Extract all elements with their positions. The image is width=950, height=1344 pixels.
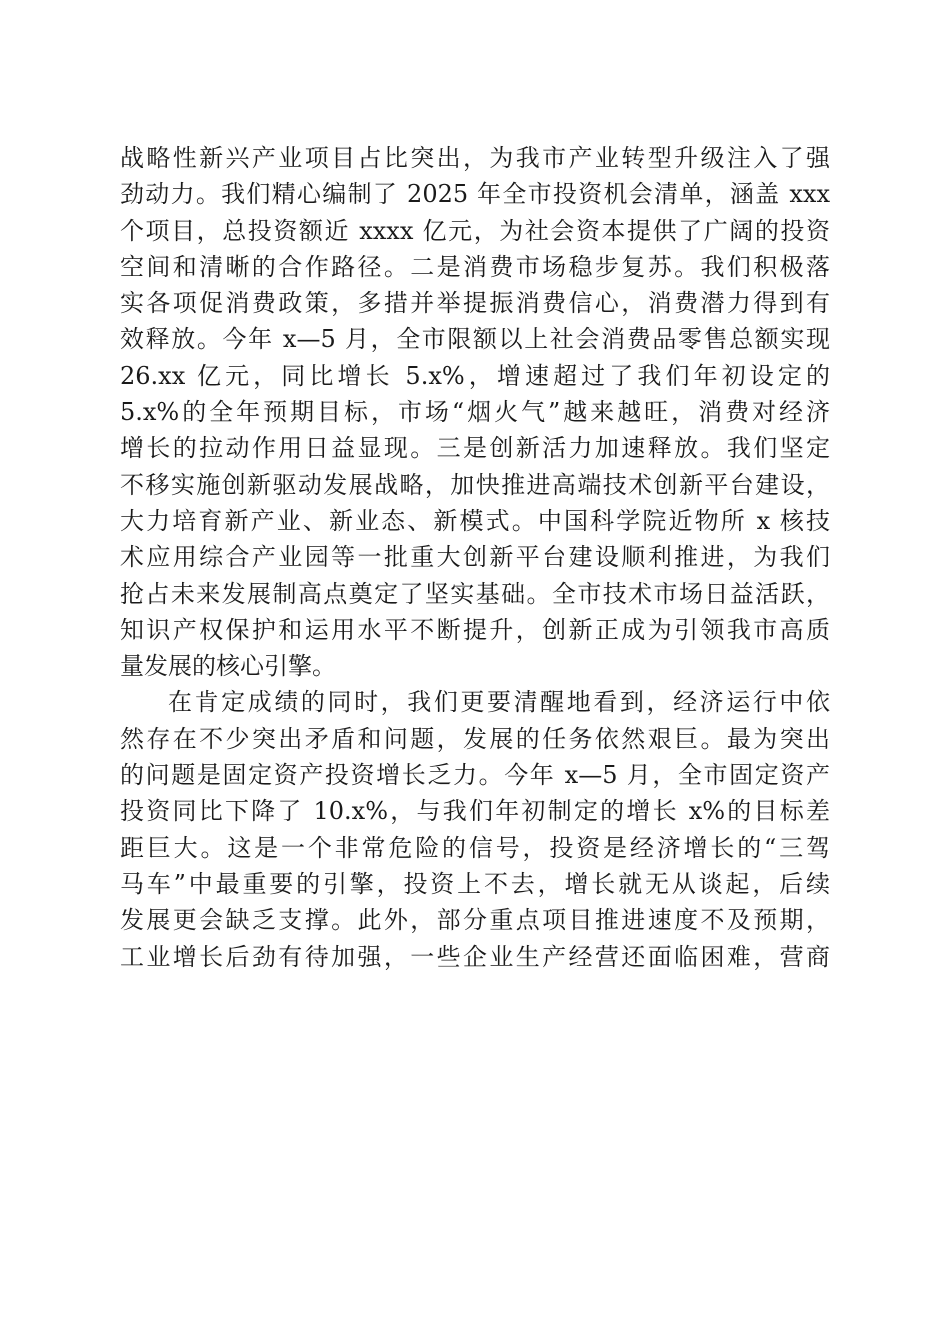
paragraph-2-line: 发展更会缺乏支撑。此外，部分重点项目推进速度不及预期，	[120, 906, 830, 935]
paragraph-2-line: 然存在不少突出矛盾和问题，发展的任务依然艰巨。最为突出	[120, 724, 830, 753]
paragraph-1-line: 空间和清晰的合作路径。二是消费市场稳步复苏。我们积极落	[120, 252, 830, 281]
paragraph-2	[120, 684, 830, 974]
paragraph-1-line: 效释放。今年 x—5 月，全市限额以上社会消费品零售总额实现	[120, 325, 830, 354]
paragraph-2-line: 距巨大。这是一个非常危险的信号，投资是经济增长的“三驾	[120, 833, 830, 862]
paragraph-1-line: 实各项促消费政策，多措并举提振消费信心，消费潜力得到有	[120, 289, 830, 318]
paragraph-2-line: 的问题是固定资产投资增长乏力。今年 x—5 月，全市固定资产	[120, 761, 830, 790]
paragraph-1-line: 26.xx 亿元，同比增长 5.x%，增速超过了我们年初设定的	[120, 361, 830, 390]
paragraph-1-line: 不移实施创新驱动发展战略，加快推进高端技术创新平台建设，	[120, 470, 830, 499]
body-text	[120, 140, 830, 975]
paragraph-1-line: 个项目，总投资额近 xxxx 亿元，为社会资本提供了广阔的投资	[120, 216, 830, 245]
paragraph-2-line: 在肯定成绩的同时，我们更要清醒地看到，经济运行中依	[168, 688, 830, 717]
paragraph-1-line: 战略性新兴产业项目占比突出，为我市产业转型升级注入了强	[120, 144, 830, 172]
paragraph-1-line: 大力培育新产业、新业态、新模式。中国科学院近物所 x 核技	[120, 506, 830, 535]
paragraph-1-line: 5.x%的全年预期目标，市场“烟火气”越来越旺，消费对经济	[120, 398, 830, 427]
paragraph-2-line: 工业增长后劲有待加强，一些企业生产经营还面临困难，营商	[120, 942, 830, 971]
paragraph-1	[120, 140, 830, 684]
paragraph-1-line: 知识产权保护和运用水平不断提升，创新正成为引领我市高质	[120, 615, 830, 644]
paragraph-1-line: 增长的拉动作用日益显现。三是创新活力加速释放。我们坚定	[120, 434, 830, 463]
paragraph-2-line: 马车”中最重要的引擎，投资上不去，增长就无从谈起，后续	[120, 869, 830, 898]
paragraph-1-line: 术应用综合产业园等一批重大创新平台建设顺利推进，为我们	[120, 543, 830, 572]
paragraph-2-line: 投资同比下降了 10.x%，与我们年初制定的增长 x%的目标差	[120, 797, 830, 826]
paragraph-1-line: 量发展的核心引擎。	[120, 652, 336, 681]
paragraph-1-line: 劲动力。我们精心编制了 2025 年全市投资机会清单，涵盖 xxx	[120, 180, 830, 209]
paragraph-1-line: 抢占未来发展制高点奠定了坚实基础。全市技术市场日益活跃，	[120, 579, 830, 608]
